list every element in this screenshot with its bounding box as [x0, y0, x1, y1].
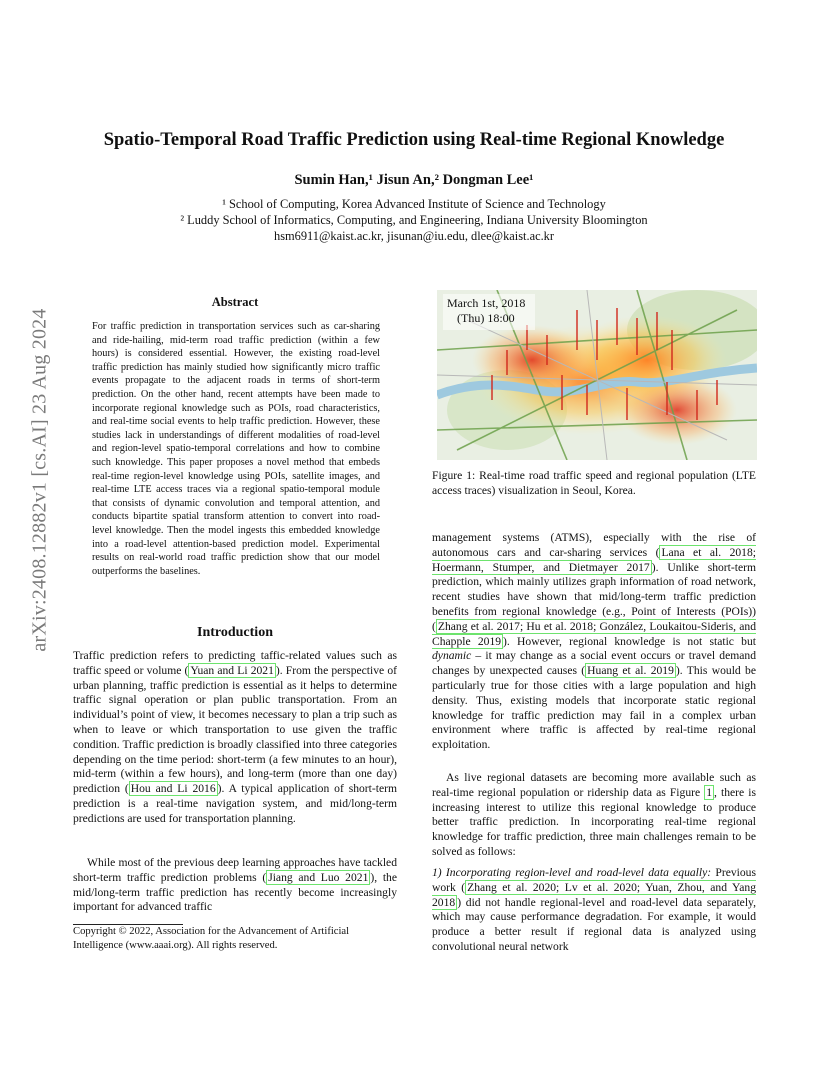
- citation-link[interactable]: Hou and Li 2016: [130, 782, 216, 796]
- arxiv-side-stamp: arXiv:2408.12882v1 [cs.AI] 23 Aug 2024: [28, 308, 51, 652]
- figure-reference-link[interactable]: 1: [706, 785, 713, 799]
- abstract-text: For traffic prediction in transportation services such as car-sharing and ride-hailing, mid-term road traffic prediction (within a few hours) is considered essential. However, the existing road-level traffic prediction has mainly studied how significantly micro traffic events propagate to the adjacent roads in terms of short-term prediction. On the other hand, recent attempts have been made to incorporate regional knowledge such as POIs, road characteristics, and real-time social events to help traffic prediction. However, these studies lack in understandings of different modalities of road-level and region-level spatio-temporal correlations and how to combine such knowledge. This paper proposes a novel method that embeds real-time region-level knowledge using POIs, satellite images, and real-time LTE access traces via a regional spatio-temporal module that consists of dynamic convolution and temporal attention, and conducts bipartite spatial transform attention to convert into road-level knowledge. Then the model ingests this embedded knowledge into a road-level attention-based prediction model. Experimental results on real-world road traffic prediction show that our model outperforms the baselines.: [92, 321, 380, 577]
- challenge-1-heading: 1) Incorporating region-level and road-level data equally:: [432, 866, 712, 879]
- introduction-heading: Introduction: [197, 625, 273, 640]
- figure-timestamp-time: (Thu) 18:00: [457, 311, 515, 325]
- abstract-heading: Abstract: [211, 295, 259, 309]
- citation-link[interactable]: Lana et al. 2018; Hoermann, Stumper, and Dietmayer 2017: [432, 545, 756, 574]
- affiliation-1: ¹ School of Computing, Korea Advanced Institute of Science and Technology: [222, 197, 606, 211]
- intro-paragraph-2: While most of the previous deep learning approaches have tackled short-term traffic prediction problems ( Jiang and Luo 2021 ), the mid/long-term traffic prediction has recently become increasingly important for advanced traffic: [73, 856, 397, 914]
- emphasis-dynamic: dynamic: [432, 649, 472, 663]
- copyright-footnote: Copyright © 2022, Association for the Advancement of Artificial Intelligence (www.aaai.org). All rights reserved.: [73, 926, 350, 951]
- citation-link[interactable]: Zhang et al. 2020; Lv et al. 2020; Yuan, Zhou, and Yang 2018: [432, 880, 756, 909]
- figure-1-caption: Figure 1: Real-time road traffic speed and regional population (LTE access traces) visualization in Seoul, Korea.: [432, 469, 756, 497]
- citation-link[interactable]: Yuan and Li 2021: [190, 663, 274, 677]
- author-list: Sumin Han,¹ Jisun An,² Dongman Lee¹: [294, 172, 534, 188]
- intro-paragraph-1: Traffic prediction refers to predicting taffic-related values such as traffic speed or volume ( Yuan and Li 2021 ). From the perspective of urban planning, traffic prediction is essential as it helps to determine traffic signal operation or plan public transportation. From an individual’s point of view, it becomes necessary to plan a trip such as when to leave or which transportation to use given the traffic condition. Traffic prediction is broadly classified into three categories depending on the time period: short-term (a few minutes to an hour), mid-term (within a few hours), and long-term (more than one day) prediction ( Hou and Li 2016 ). A typical application of short-term prediction is a real-time navigation system, and mid/long-term predictions are used for transportation planning.: [73, 649, 397, 825]
- citation-link[interactable]: Huang et al. 2019: [587, 664, 674, 678]
- citation-link[interactable]: Zhang et al. 2017; Hu et al. 2018; González, Loukaitou-Sideris, and Chapple 2019: [432, 619, 756, 648]
- author-emails: hsm6911@kaist.ac.kr, jisunan@iu.edu, dlee@kaist.ac.kr: [274, 229, 554, 243]
- affiliation-2: ² Luddy School of Informatics, Computing, and Engineering, Indiana University Bloomington: [180, 213, 648, 227]
- affiliations: [0, 196, 828, 244]
- paper-title: Spatio-Temporal Road Traffic Prediction using Real-time Regional Knowledge: [103, 130, 725, 150]
- right-paragraph-2: As live regional datasets are becoming more available such as real-time regional population or ridership data as Figure 1 , there is increasing interest to utilize this regional knowledge to produce better traffic prediction. In incorporating real-time regional knowledge for traffic prediction, three main challenges remain to be solved as follows:: [432, 771, 756, 858]
- traffic-map-image: [437, 290, 757, 460]
- figure-timestamp-date: March 1st, 2018: [447, 296, 526, 310]
- right-paragraph-3: 1) Incorporating region-level and road-level data equally: Previous work ( Zhang et al. 2020; Lv et al. 2020; Yuan, Zhou, and Yang 2018 ) did not handle regional-level and road-level data separately, which may cause performance degradation. For example, it would produce a better result if regional data is analyzed using convolutional neural network: [432, 866, 756, 953]
- figure-1-seoul-traffic-map: [437, 290, 757, 460]
- citation-link[interactable]: Jiang and Luo 2021: [268, 870, 369, 884]
- right-paragraph-1: management systems (ATMS), especially with the rise of autonomous cars and car-sharing services ( Lana et al. 2018; Hoermann, Stumper, and Dietmayer 2017 ). Unlike short-term prediction, which mainly utilizes graph information of road network, recent studies have shown that mid/long-term traffic prediction benefits from regional knowledge (e.g., Point of Interests (POIs)) ( Zhang et al. 2017; Hu et al. 2018; González, Loukaitou-Sideris, and Chapple 2019 ). However, regional knowledge is not static but dynamic – it may change as a social event occurs or travel demand changes by unexpected causes ( Huang et al. 2019 ). This would be particularly true for those cities with a large population and high density. Thus, existing models that incorporate static regional knowledge for traffic prediction may fail in a complex urban environment where traffic is affected by real-time regional exploitation.: [432, 531, 756, 752]
